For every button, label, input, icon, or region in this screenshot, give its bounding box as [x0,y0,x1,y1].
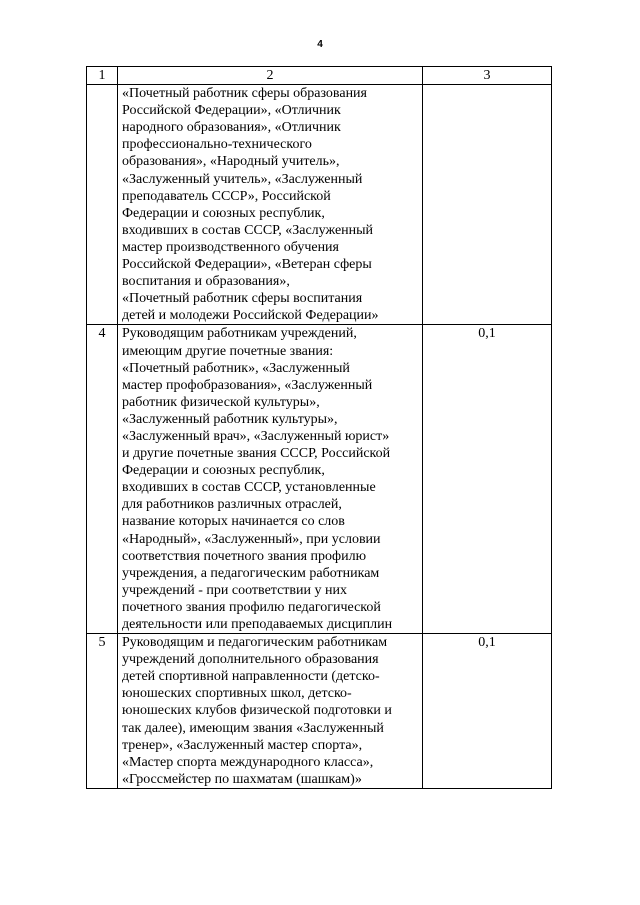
page-number: 4 [317,39,323,50]
text-line: для работников различных отраслей, [122,497,342,513]
text-line: «Мастер спорта международного класса», [122,754,374,770]
text-line: деятельности или преподаваемых дисциплин [122,617,393,632]
text-line: название которых начинается со слов [122,514,345,530]
text-line: мастер профобразования», «Заслуженный [122,377,373,393]
text-line: Руководящим работникам учреждений, [122,326,357,342]
text-line: входивших в состав СССР, установленные [122,480,376,496]
text-line: Руководящим и педагогическим работникам [122,635,388,651]
text-line: почетного звания профилю педагогической [122,599,381,615]
row-description-cell [118,85,423,325]
text-line: так далее), имеющим звания «Заслуженный [122,720,384,736]
text-line: тренер», «Заслуженный мастер спорта», [122,737,363,753]
text-line: учреждения, а педагогическим работникам [122,565,380,581]
text-line: имеющим другие почетные звания: [122,343,334,359]
table-row [87,85,552,325]
text-line: народного образования», «Отличник [122,120,341,136]
text-line: «Народный», «Заслуженный», при условии [122,531,381,547]
text-line: детей и молодежи Российской Федерации» [122,308,379,324]
text-line: образования», «Народный учитель», [122,154,340,170]
text-line: «Заслуженный учитель», «Заслуженный [122,171,363,187]
text-line: мастер производственного обучения [122,239,339,255]
text-line: входивших в состав СССР, «Заслуженный [122,222,374,238]
text-line: профессионально-технического [122,137,312,153]
text-line: и другие почетные звания СССР, Российской [122,446,391,462]
row-value-cell: 0,1 [423,325,552,634]
text-line: преподаватель СССР», Российской [122,188,331,204]
table-header-row [87,67,552,85]
data-table [86,66,552,789]
table-row [87,634,552,789]
text-line: учреждений дополнительного образования [122,652,379,668]
row-value-cell: 0,1 [423,634,552,789]
text-line: юношеских спортивных школ, детско- [122,686,352,702]
row-number-cell [87,85,118,325]
text-line: «Почетный работник», «Заслуженный [122,360,350,376]
text-line: соответствия почетного звания профилю [122,548,367,564]
text-line: «Заслуженный врач», «Заслуженный юрист» [122,428,390,444]
text-line: детей спортивной направленности (детско- [122,669,380,685]
header-cell-col3: 3 [423,67,552,85]
text-line: Федерации и союзных республик, [122,463,325,479]
text-line: «Заслуженный работник культуры», [122,411,338,427]
header-cell-col1: 1 [87,67,118,85]
row-description-cell [118,325,423,634]
row-number-cell: 4 [87,325,118,634]
text-line: воспитания и образования», [122,274,290,290]
text-line: юношеских клубов физической подготовки и [122,703,392,719]
row-number-cell: 5 [87,634,118,789]
text-line: Федерации и союзных республик, [122,205,325,221]
text-line: Российской Федерации», «Ветеран сферы [122,257,372,273]
text-line: работник физической культуры», [122,394,320,410]
text-line: учреждений - при соответствии у них [122,582,347,598]
table-row [87,325,552,634]
text-line: Российской Федерации», «Отличник [122,103,341,119]
text-line: «Почетный работник сферы воспитания [122,291,363,307]
header-cell-col2: 2 [118,67,423,85]
text-line: «Гроссмейстер по шахматам (шашкам)» [122,771,362,787]
text-line: «Почетный работник сферы образования [122,86,367,102]
row-description-cell [118,634,423,789]
row-value-cell [423,85,552,325]
